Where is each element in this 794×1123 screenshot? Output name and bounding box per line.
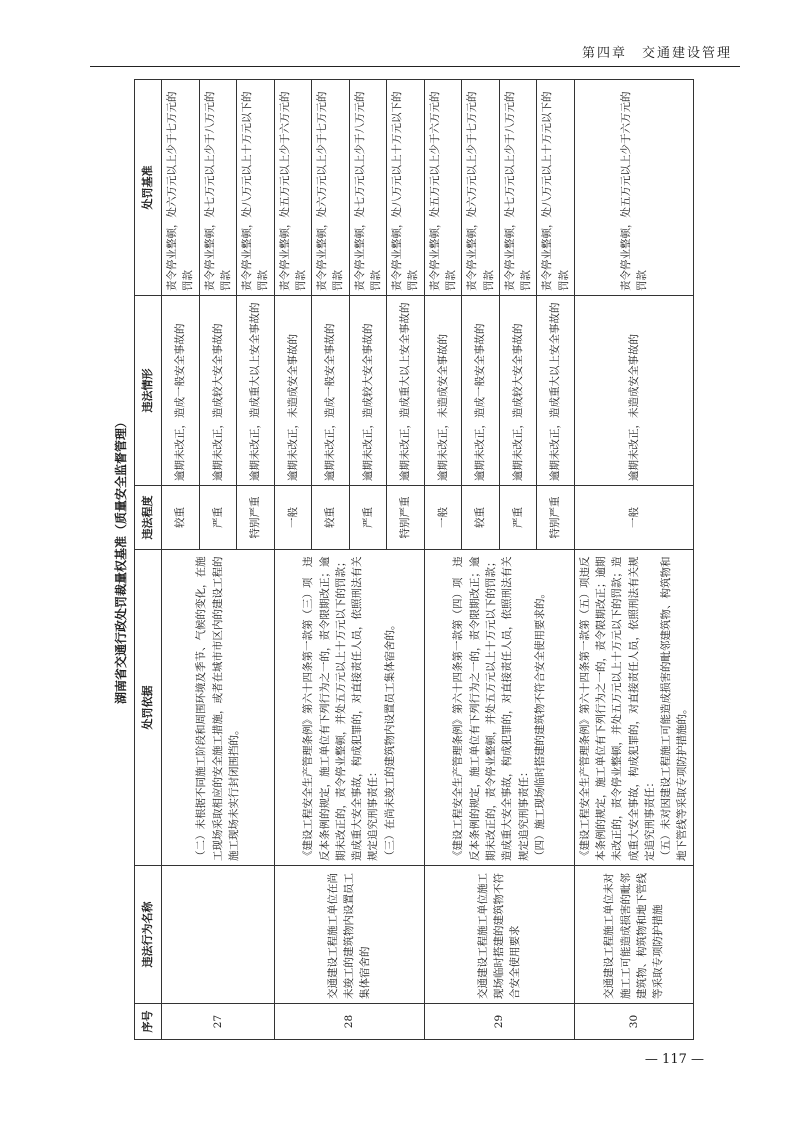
penalty-cell: 责令停业整顿，处六万元以上少于七万元的罚款 (462, 80, 500, 296)
col-header-severity: 违法程度 (135, 486, 162, 550)
rotated-table-area (108, 80, 718, 1040)
penalty-table (134, 79, 694, 1040)
row-number: 30 (574, 1004, 693, 1040)
situation-cell: 逾期未改正，造成一般安全事故的 (162, 296, 200, 486)
violation-name: 交通建设工程施工单位施工现场临时搭建的建筑物不符合安全使用要求 (424, 866, 574, 1004)
basis-paragraph: （三）在尚未竣工的建筑物内设置员工集体宿舍的。 (383, 619, 396, 861)
severity-cell: 一般 (274, 486, 312, 550)
basis-paragraph: （五）未对因建设工程施工可能造成损害的毗邻建筑物、构筑物和地下管线等采取专项防护措施的。 (660, 556, 689, 861)
penalty-cell: 责令停业整顿，处七万元以上少于八万元的罚款 (349, 80, 387, 296)
situation-cell: 逾期未改正，造成较大安全事故的 (199, 296, 237, 486)
penalty-cell: 责令停业整顿，处六万元以上少于七万元的罚款 (162, 80, 200, 296)
situation-cell: 逾期未改正，未造成安全事故的 (424, 296, 462, 486)
penalty-cell: 责令停业整顿，处八万元以上十万元以下的罚款 (237, 80, 275, 296)
penalty-cell: 责令停业整顿，处七万元以上少于八万元的罚款 (499, 80, 537, 296)
basis-paragraph: 《建设工程安全生产管理条例》第六十四条第一款第（四）项 违反本条例的规定，施工单位有下列行为之一的，责令限期改正；逾期未改正的，责令停业整顿，并处五万元以上十万元以下的罚款；造成重大安全事故，构成犯罪的，对直接责任人员，依照刑法有关规定追究刑事责任： (452, 556, 530, 861)
situation-cell: 逾期未改正，造成一般安全事故的 (312, 296, 350, 486)
table-row (274, 80, 312, 1040)
row-number: 29 (424, 1004, 574, 1040)
col-header-no: 序号 (135, 1004, 162, 1040)
penalty-cell: 责令停业整顿，处五万元以上少于六万元的罚款 (274, 80, 312, 296)
row-number: 27 (162, 1004, 275, 1040)
severity-cell: 较重 (312, 486, 350, 550)
table-title: 湖南省交通行政处罚裁量权基准（质量安全监督管理） (114, 416, 128, 705)
col-header-situation: 违法情形 (135, 296, 162, 486)
severity-cell: 严重 (499, 486, 537, 550)
page-number: — 117 — (644, 1052, 704, 1067)
severity-cell: 一般 (574, 486, 693, 550)
violation-name: 交通建设工程施工单位在尚未竣工的建筑物内设置员工集体宿舍的 (274, 866, 424, 1004)
situation-cell: 逾期未改正，未造成安全事故的 (574, 296, 693, 486)
table-row (574, 80, 693, 1040)
penalty-basis (274, 550, 424, 866)
severity-cell: 一般 (424, 486, 462, 550)
table-body (162, 80, 694, 1040)
penalty-cell: 责令停业整顿，处八万元以上十万元以下的罚款 (537, 80, 575, 296)
table-row (424, 80, 462, 1040)
col-header-basis: 处罚依据 (135, 550, 162, 866)
basis-paragraph: （四）施工现场临时搭建的建筑物不符合安全使用要求的。 (533, 588, 546, 861)
situation-cell: 逾期未改正，造成较大安全事故的 (499, 296, 537, 486)
penalty-cell: 责令停业整顿，处六万元以上少于七万元的罚款 (312, 80, 350, 296)
situation-cell: 逾期未改正，造成重大以上安全事故的 (237, 296, 275, 486)
severity-cell: 特别严重 (537, 486, 575, 550)
header-rule (90, 66, 740, 67)
col-header-name: 违法行为名称 (135, 866, 162, 1004)
penalty-cell: 责令停业整顿，处八万元以上十万元以下的罚款 (387, 80, 425, 296)
violation-name: 交通建设工程施工单位未对施工工可能造成损害的毗邻建筑物、构筑物和地下管线等采取专项防护措施 (574, 866, 693, 1004)
col-header-penalty: 处罚基准 (135, 80, 162, 296)
penalty-cell: 责令停业整顿，处五万元以上少于六万元的罚款 (574, 80, 693, 296)
table-header-row (135, 80, 162, 1040)
severity-cell: 严重 (199, 486, 237, 550)
table-row (162, 80, 200, 1040)
violation-name (162, 866, 275, 1004)
penalty-cell: 责令停业整顿，处七万元以上少于八万元的罚款 (199, 80, 237, 296)
severity-cell: 较重 (162, 486, 200, 550)
basis-paragraph: 《建设工程安全生产管理条例》第六十四条第一款第（三）项 违反本条例的规定，施工单位有下列行为之一的，责令限期改正；逾期未改正的，责令停业整顿，并处五万元以上十万元以下的罚款；造成重大安全事故，构成犯罪的，对直接责任人员，依照刑法有关规定追究刑事责任： (302, 556, 380, 861)
basis-paragraph: 《建设工程安全生产管理条例》第六十四条第一款第（五）项违反本条例的规定，施工单位有下列行为之一的，责令限期改正；逾期未改正的，责令停业整顿，并处五万元以上十万元以下的罚款；造成重大安全事故，构成犯罪的，对直接责任人员，依照刑法有关规定追究刑事责任： (578, 556, 656, 861)
severity-cell: 严重 (349, 486, 387, 550)
basis-paragraph: （二）未根据不同施工阶段和周围环境及季节、气候的变化，在施工现场采取相应的安全施工措施，或者在城市市区内的建设工程的施工现场未实行封闭围挡的。 (195, 556, 240, 861)
chapter-header: 第四章 交通建设管理 (581, 46, 732, 61)
table-rotation-wrapper (108, 80, 718, 1040)
situation-cell: 逾期未改正，造成较大安全事故的 (349, 296, 387, 486)
penalty-basis (424, 550, 574, 866)
severity-cell: 特别严重 (387, 486, 425, 550)
situation-cell: 逾期未改正，未造成安全事故的 (274, 296, 312, 486)
situation-cell: 逾期未改正，造成一般安全事故的 (462, 296, 500, 486)
situation-cell: 逾期未改正，造成重大以上安全事故的 (387, 296, 425, 486)
severity-cell: 特别严重 (237, 486, 275, 550)
penalty-basis (162, 550, 275, 866)
row-number: 28 (274, 1004, 424, 1040)
situation-cell: 逾期未改正，造成重大以上安全事故的 (537, 296, 575, 486)
penalty-cell: 责令停业整顿，处五万元以上少于六万元的罚款 (424, 80, 462, 296)
penalty-basis (574, 550, 693, 866)
severity-cell: 较重 (462, 486, 500, 550)
